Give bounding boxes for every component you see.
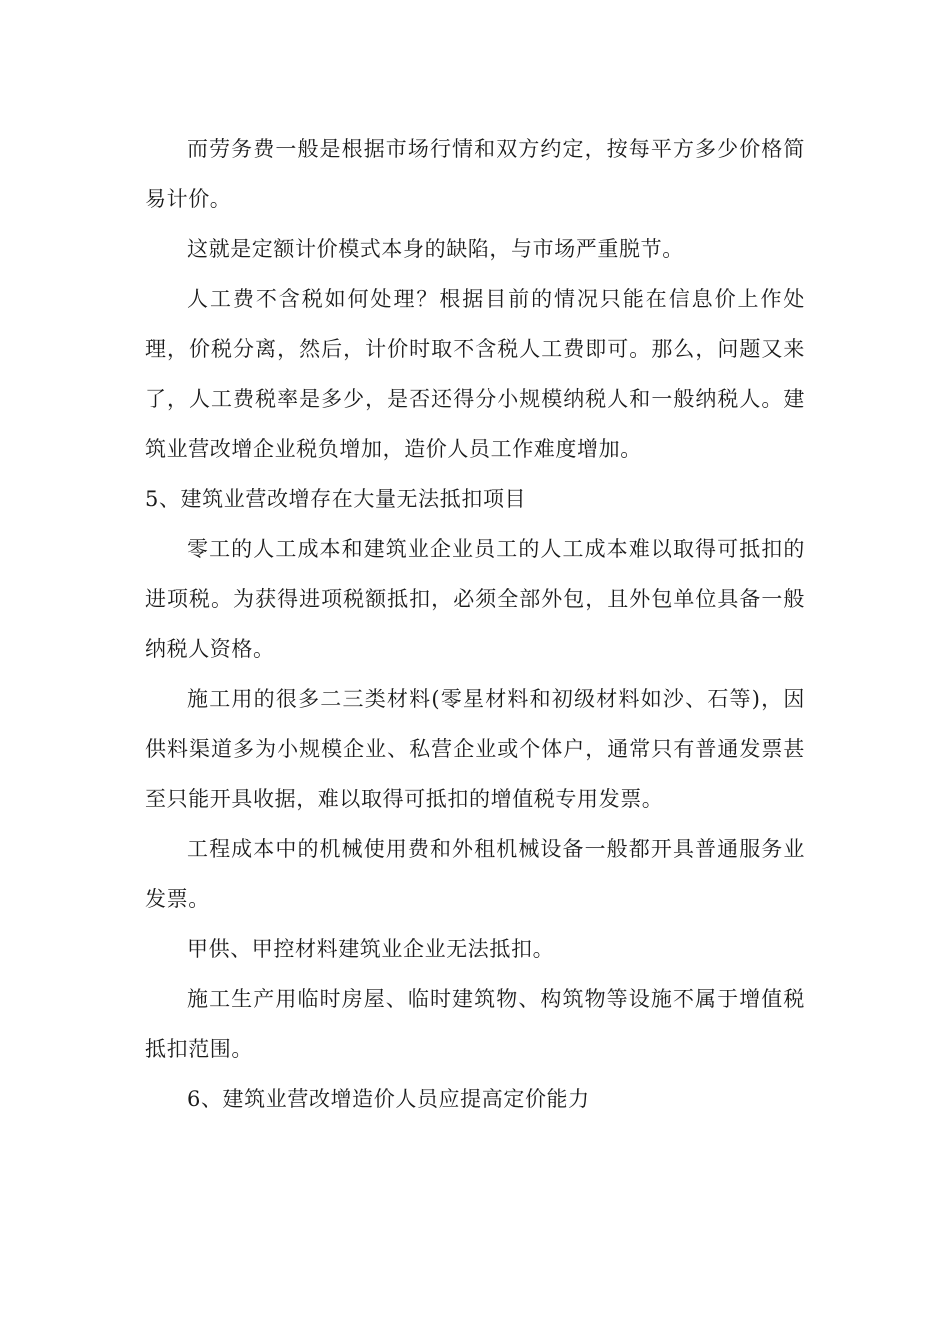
paragraph-owner-supplied: 甲供、甲控材料建筑业企业无法抵扣。 [187, 937, 555, 961]
document-body [145, 124, 805, 1124]
paragraph-labor-fee: 而劳务费一般是根据市场行情和双方约定，按每平方多少价格简易计价。 [145, 137, 805, 211]
paragraph-machinery: 工程成本中的机械使用费和外租机械设备一般都开具普通服务业发票。 [145, 837, 805, 911]
section-heading-5: 5、建筑业营改增存在大量无法抵扣项目 [145, 487, 527, 511]
paragraph-quota-defect: 这就是定额计价模式本身的缺陷，与市场严重脱节。 [187, 237, 684, 261]
paragraph-casual-labor: 零工的人工成本和建筑业企业员工的人工成本难以取得可抵扣的进项税。为获得进项税额抵扣，必须全部外包，且外包单位具备一般纳税人资格。 [145, 537, 805, 661]
paragraph-temporary-facilities: 施工生产用临时房屋、临时建筑物、构筑物等设施不属于增值税抵扣范围。 [145, 987, 805, 1061]
section-heading-6: 6、建筑业营改增造价人员应提高定价能力 [187, 1087, 590, 1111]
paragraph-labor-tax: 人工费不含税如何处理？根据目前的情况只能在信息价上作处理，价税分离，然后，计价时取不含税人工费即可。那么，问题又来了，人工费税率是多少，是否还得分小规模纳税人和一般纳税人。建筑业营改增企业税负增加，造价人员工作难度增加。 [145, 287, 805, 461]
paragraph-materials: 施工用的很多二三类材料(零星材料和初级材料如沙、石等)，因供料渠道多为小规模企业、私营企业或个体户，通常只有普通发票甚至只能开具收据，难以取得可抵扣的增值税专用发票。 [145, 687, 805, 811]
